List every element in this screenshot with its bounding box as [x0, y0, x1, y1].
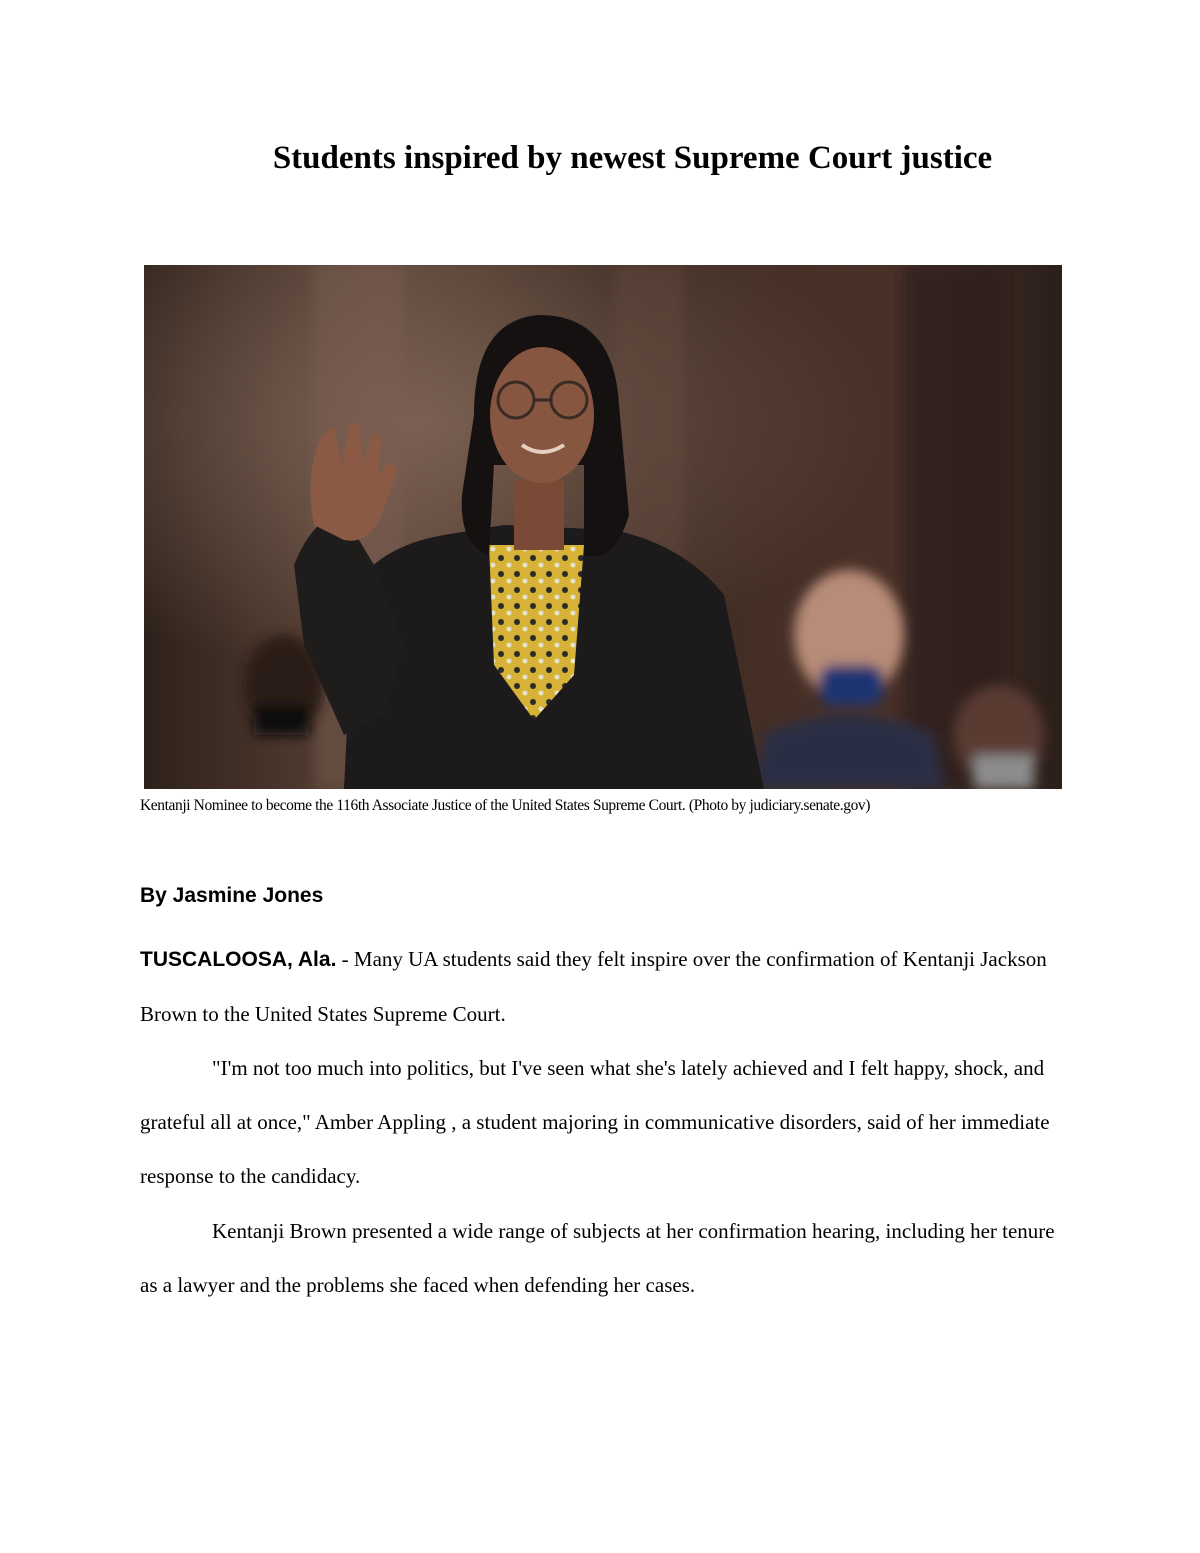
paragraph-3: Kentanji Brown presented a wide range of subjects at her confirmation hearing, including her tenure as a lawyer and the problems she faced when defending her cases. — [140, 1219, 1055, 1297]
paragraph-1 — [140, 932, 1060, 1041]
article-title: Students inspired by newest Supreme Court justice — [272, 140, 993, 176]
photo-caption: Kentanji Nominee to become the 116th Associate Justice of the United States Supreme Court. (Photo by judiciary.senate.gov) — [140, 797, 871, 814]
byline: By Jasmine Jones — [140, 884, 324, 907]
photo-of-nominee-icon — [144, 265, 1062, 789]
paragraph-1-text: - Many UA students said they felt inspire over the confirmation of Kentanji Jackson Brown to the United States Supreme Court. — [140, 947, 1047, 1026]
paragraph-2: "I'm not too much into politics, but I've seen what she's lately achieved and I felt happy, shock, and grateful all at once," Amber Appling , a student majoring in communicative disorders, said of her immediate response to the candidacy. — [140, 1056, 1050, 1188]
dateline: TUSCALOOSA, Ala. — [140, 948, 337, 971]
